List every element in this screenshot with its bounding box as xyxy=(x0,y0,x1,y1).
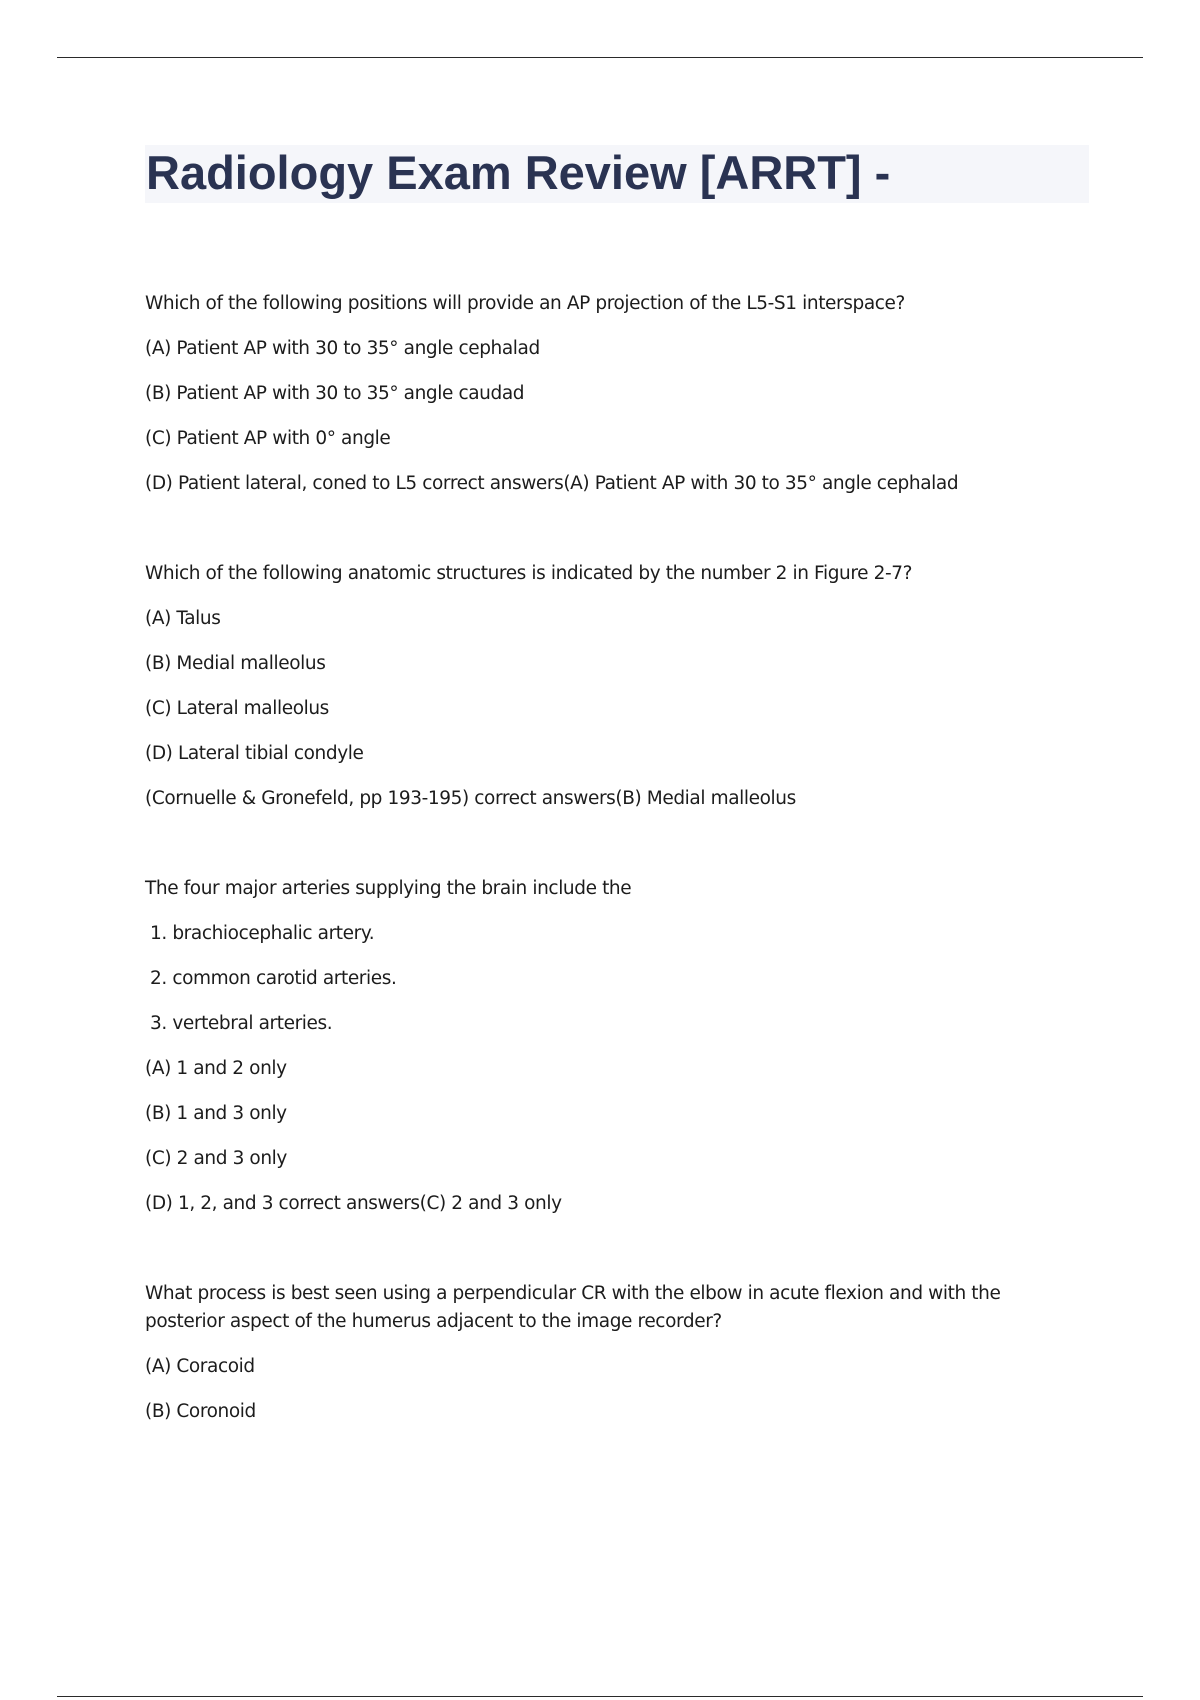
question-text: Which of the following positions will provide an AP projection of the L5-S1 interspace? xyxy=(145,293,905,314)
answer-option-with-correct-answer: (D) 1, 2, and 3 correct answers(C) 2 and 3 only xyxy=(145,1193,562,1214)
numbered-item: 3. vertebral arteries. xyxy=(150,1013,333,1034)
numbered-item: 2. common carotid arteries. xyxy=(150,968,397,989)
question-text: Which of the following anatomic structures is indicated by the number 2 in Figure 2-7? xyxy=(145,563,913,584)
question-block-3 xyxy=(145,875,1045,1218)
answer-option: (B) Patient AP with 30 to 35° angle caudad xyxy=(145,383,525,404)
answer-option: (B) Coronoid xyxy=(145,1401,256,1422)
answer-option: (A) Patient AP with 30 to 35° angle cephalad xyxy=(145,338,540,359)
footer-rule xyxy=(57,1696,1143,1697)
answer-option: (B) Medial malleolus xyxy=(145,653,326,674)
page-title: Radiology Exam Review [ARRT] - xyxy=(146,146,891,199)
header-rule xyxy=(57,57,1143,58)
answer-option: (B) 1 and 3 only xyxy=(145,1103,287,1124)
answer-option: (C) 2 and 3 only xyxy=(145,1148,287,1169)
document-body xyxy=(145,290,1045,1488)
reference-with-correct-answer: (Cornuelle & Gronefeld, pp 193-195) correct answers(B) Medial malleolus xyxy=(145,788,796,809)
answer-option: (A) 1 and 2 only xyxy=(145,1058,287,1079)
answer-option: (C) Patient AP with 0° angle xyxy=(145,428,391,449)
question-block-4 xyxy=(145,1280,1045,1426)
numbered-item: 1. brachiocephalic artery. xyxy=(150,923,375,944)
question-block-2 xyxy=(145,560,1045,813)
answer-option: (D) Lateral tibial condyle xyxy=(145,743,364,764)
answer-option: (C) Lateral malleolus xyxy=(145,698,329,719)
question-block-1 xyxy=(145,290,1045,498)
answer-option-with-correct-answer: (D) Patient lateral, coned to L5 correct answers(A) Patient AP with 30 to 35° angle cephalad xyxy=(145,473,959,494)
question-text: The four major arteries supplying the brain include the xyxy=(145,878,632,899)
answer-option: (A) Coracoid xyxy=(145,1356,255,1377)
question-text: What process is best seen using a perpendicular CR with the elbow in acute flexion and with the posterior aspect of the humerus adjacent to the image recorder? xyxy=(145,1283,1001,1332)
answer-option: (A) Talus xyxy=(145,608,221,629)
